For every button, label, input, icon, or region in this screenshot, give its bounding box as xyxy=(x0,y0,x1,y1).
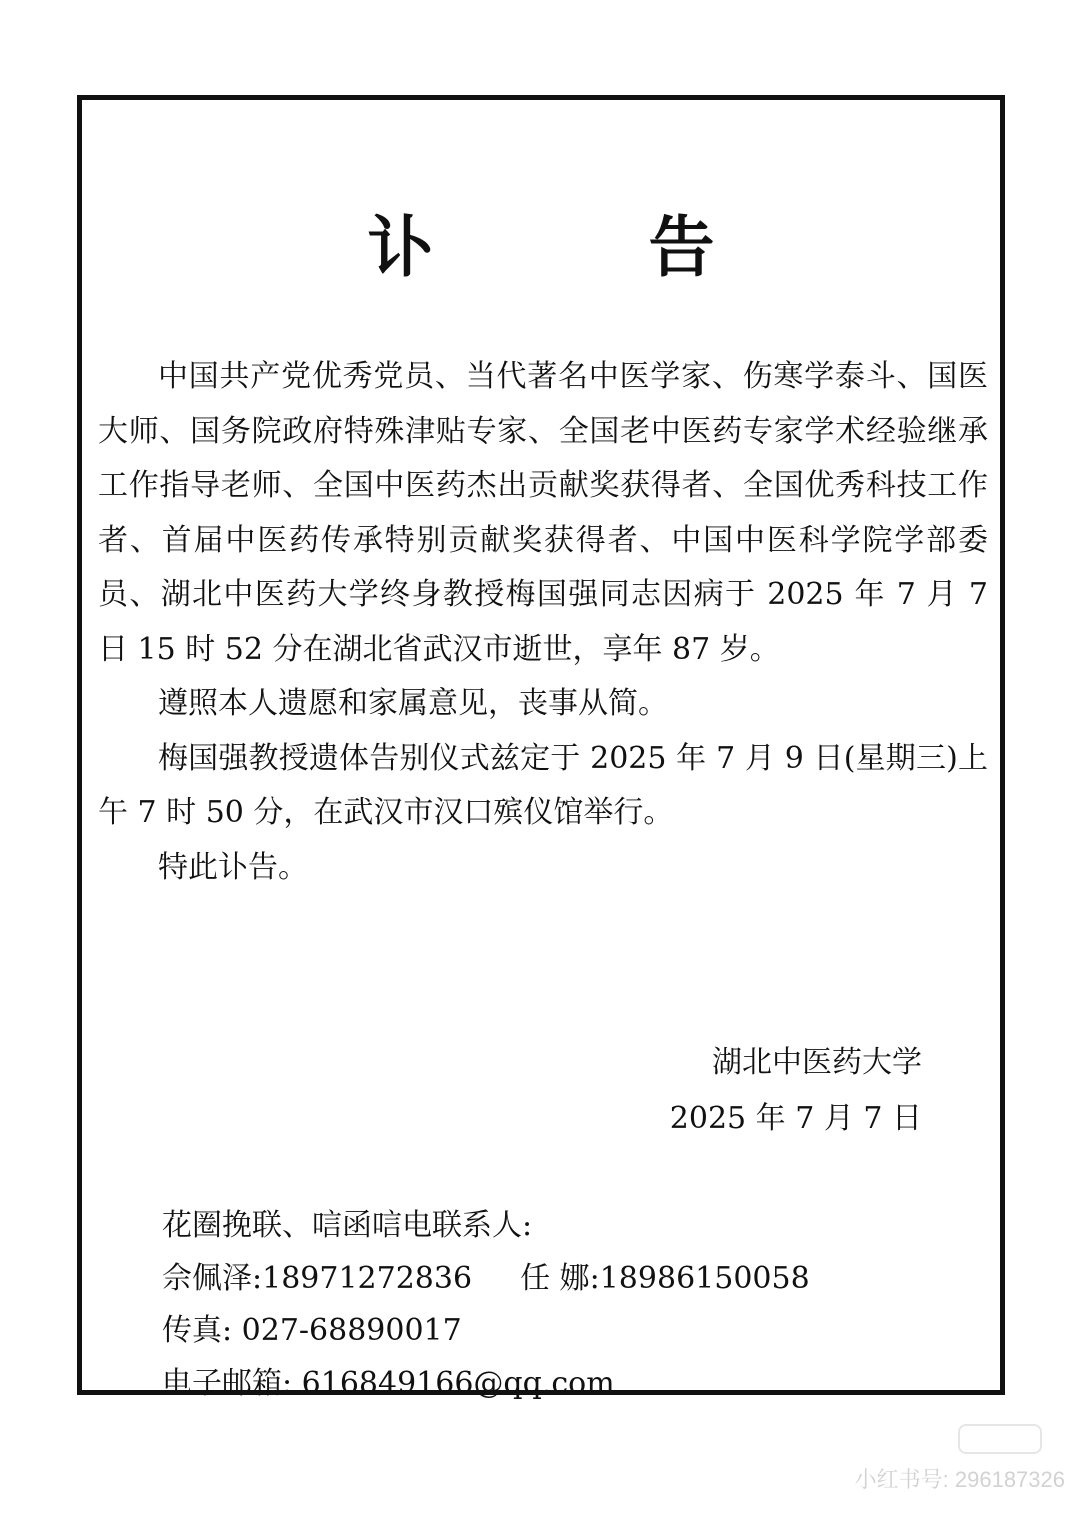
contact-block xyxy=(162,1200,942,1410)
contact-person-2: 任 娜:18986150058 xyxy=(520,1260,810,1296)
announcement-body xyxy=(98,350,988,895)
contact-person-1: 佘佩泽:18971272836 xyxy=(162,1260,473,1296)
paragraph-funeral-arrangement: 遵照本人遗愿和家属意见，丧事从简。 xyxy=(158,686,668,721)
paragraph-main: 中国共产党优秀党员、当代著名中医学家、伤寒学泰斗、国医大师、国务院政府特殊津贴专家、全国老中医药专家学术经验继承工作指导老师、全国中医药杰出贡献奖获得者、全国优秀科技工作者、首届中医药传承特别贡献奖获得者、中国中医科学院学部委员、湖北中医药大学终身教授梅国强同志因病于 2025 年 7 月 7 日 15 时 52 分在湖北省武汉市逝世，享年 87 岁。 xyxy=(98,359,988,667)
contact-persons-line xyxy=(162,1253,942,1306)
paragraph-closing: 特此讣告。 xyxy=(158,849,308,885)
watermark-logo-icon xyxy=(958,1424,1042,1454)
contact-email: 电子邮箱: 616849166@qq.com xyxy=(162,1365,615,1401)
contact-heading: 花圈挽联、唁函唁电联系人: xyxy=(162,1208,533,1243)
document-frame xyxy=(77,95,1005,1401)
contact-fax: 传真: 027-68890017 xyxy=(162,1313,462,1348)
signature-block xyxy=(82,1035,922,1147)
signature-date: 2025 年 7 月 7 日 xyxy=(669,1101,922,1136)
document-title: 讣 告 xyxy=(367,208,811,286)
watermark-text: 小红书号: 296187326 xyxy=(854,1467,1065,1492)
paragraph-farewell-ceremony: 梅国强教授遗体告别仪式兹定于 2025 年 7 月 9 日(星期三)上午 7 时 50 分，在武汉市汉口殡仪馆举行。 xyxy=(98,740,988,830)
signature-organization: 湖北中医药大学 xyxy=(712,1045,922,1080)
